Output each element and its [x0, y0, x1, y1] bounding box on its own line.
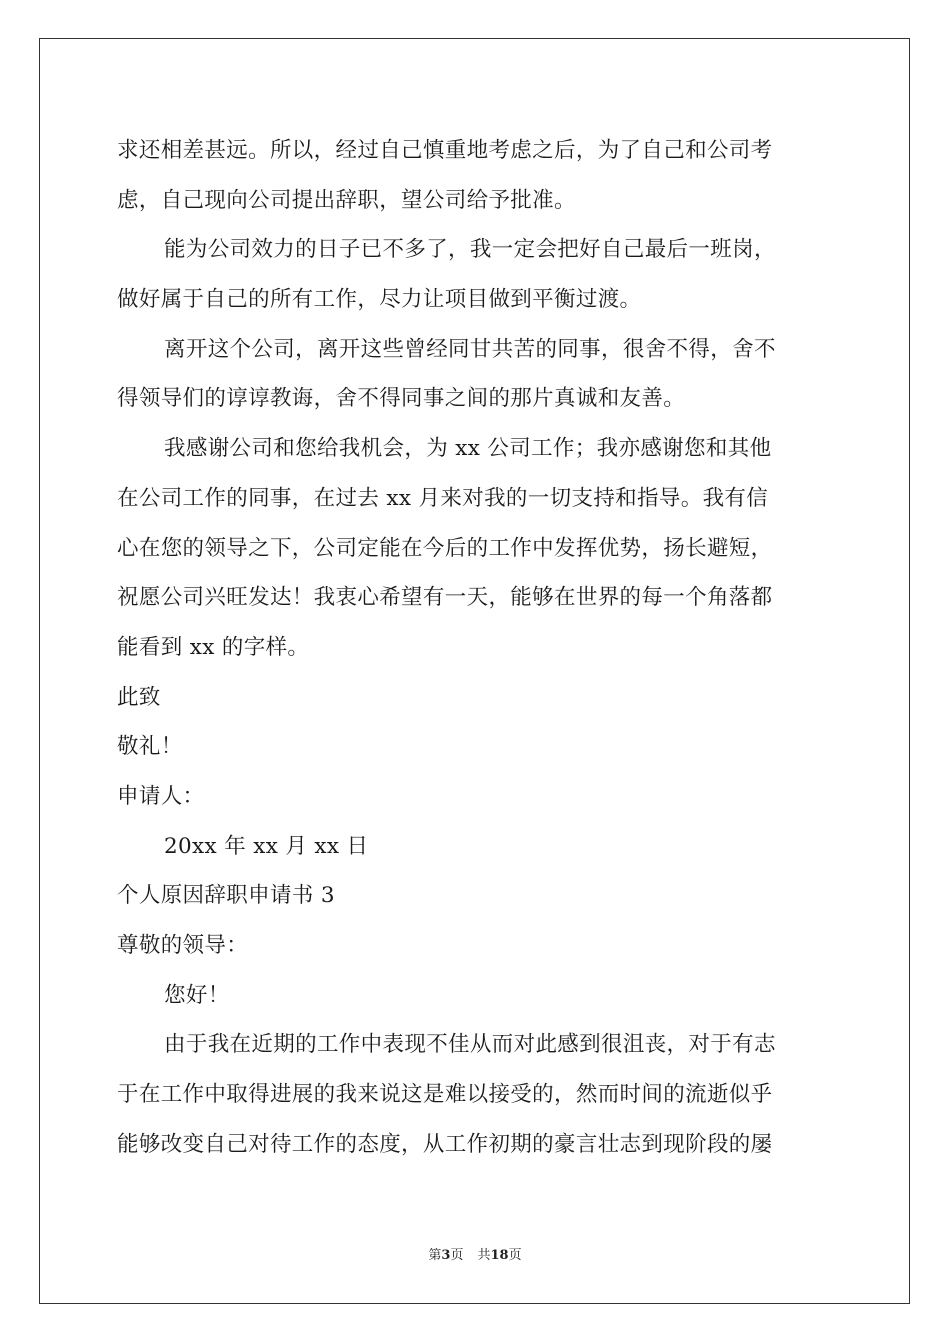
- total-prefix: 共: [477, 1248, 491, 1263]
- page-current: 3: [441, 1248, 451, 1263]
- total-suffix: 页: [508, 1248, 522, 1263]
- greeting-recipient: 尊敬的领导：: [117, 933, 249, 958]
- page-total: 18: [490, 1248, 509, 1263]
- text-line: 求还相差甚远。所以，经过自己慎重地考虑之后，为了自己和公司考: [117, 138, 773, 163]
- text-line: 能够改变自己对待工作的态度，从工作初期的豪言壮志到现阶段的屡: [117, 1131, 773, 1157]
- text-line: 能为公司效力的日子已不多了，我一定会把好自己最后一班岗，: [164, 237, 776, 263]
- text-line: 心在您的领导之下，公司定能在今后的工作中发挥优势，扬长避短，: [117, 535, 773, 561]
- text-line: 在公司工作的同事，在过去 xx 月来对我的一切支持和指导。我有信: [117, 485, 769, 511]
- text-line: 由于我在近期的工作中表现不佳从而对此感到很沮丧，对于有志: [164, 1032, 776, 1058]
- text-line: 我感谢公司和您给我机会，为 xx 公司工作；我亦感谢您和其他: [164, 436, 772, 462]
- page-prefix: 第: [428, 1248, 442, 1263]
- text-line: 祝愿公司兴旺发达！我衷心希望有一天，能够在世界的每一个角落都: [117, 585, 773, 611]
- greeting: 您好！: [164, 982, 230, 1008]
- closing-regards: 敬礼！: [117, 734, 183, 760]
- text-line: 离开这个公司，离开这些曾经同甘共苦的同事，很舍不得，舍不: [164, 336, 776, 362]
- section-title: 个人原因辞职申请书 3: [117, 883, 335, 909]
- text-line: 做好属于自己的所有工作，尽力让项目做到平衡过渡。: [117, 287, 642, 313]
- text-line: 虑，自己现向公司提出辞职，望公司给予批准。: [117, 187, 576, 213]
- document-body: [117, 126, 837, 1169]
- applicant-label: 申请人：: [117, 783, 205, 809]
- closing-salutation: 此致: [117, 684, 161, 710]
- page-footer: [0, 1247, 950, 1265]
- date-line: 20xx 年 xx 月 xx 日: [164, 833, 369, 859]
- page-suffix: 页: [450, 1248, 464, 1263]
- text-line: 得领导们的谆谆教诲，舍不得同事之间的那片真诚和友善。: [117, 386, 686, 412]
- text-line: 于在工作中取得进展的我来说这是难以接受的，然而时间的流逝似乎: [117, 1082, 773, 1108]
- text-line: 能看到 xx 的字样。: [117, 634, 310, 660]
